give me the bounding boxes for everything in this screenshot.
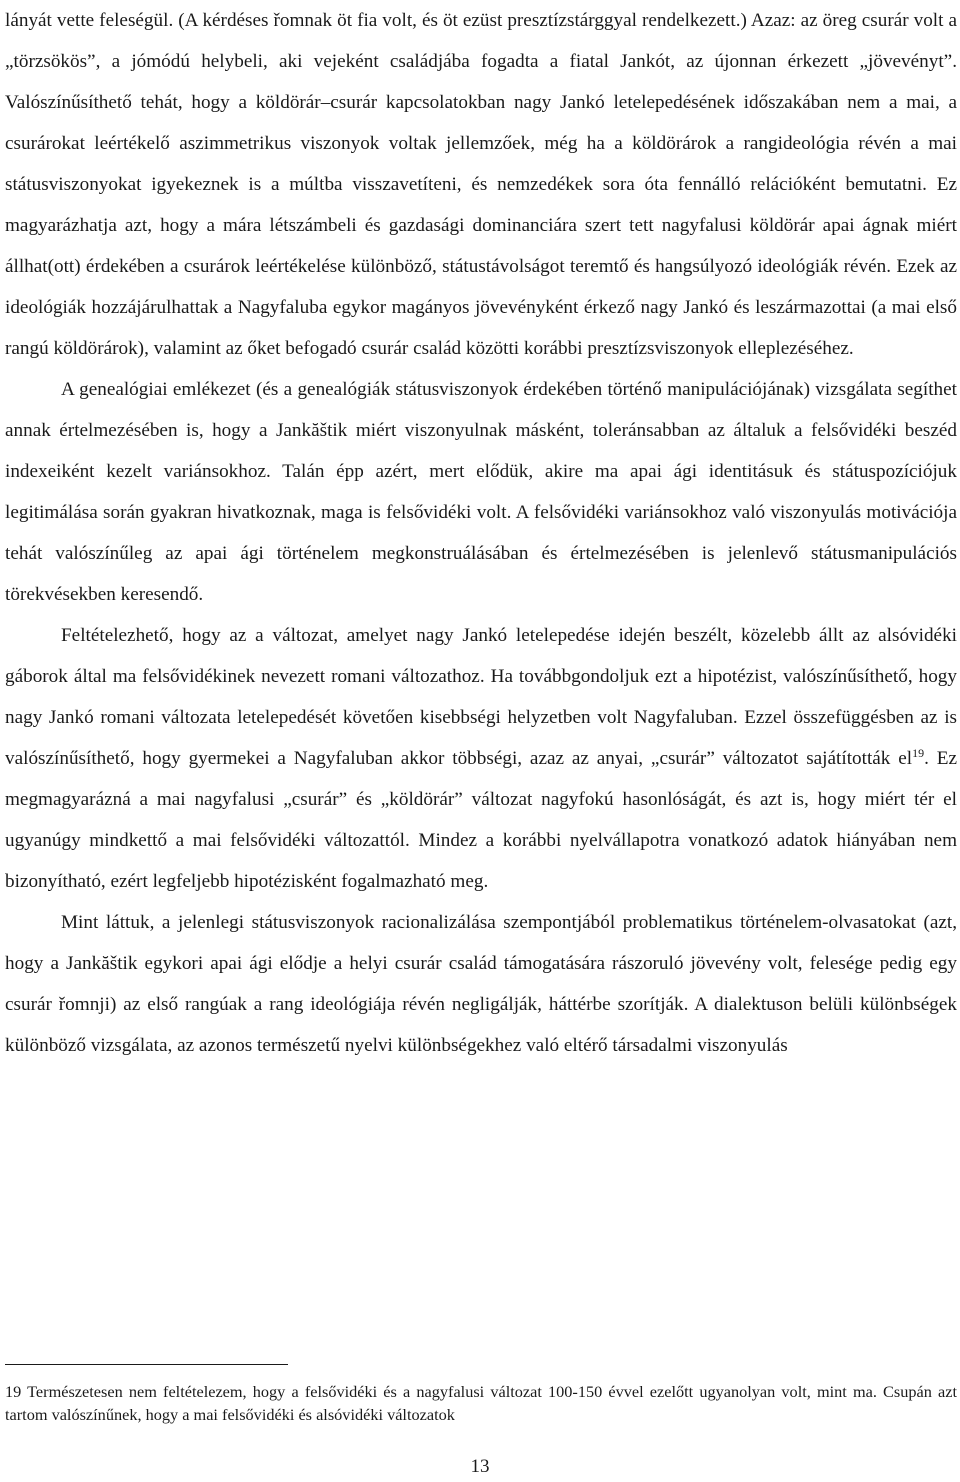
footnote-number: 19 — [5, 1382, 22, 1401]
paragraph-3 — [5, 615, 957, 902]
paragraph-2: A genealógiai emlékezet (és a genealógiák státusviszonyok érdekében történő manipulációjának) vizsgálata segíthet annak értelmezésében is, hogy a Jankăštik miért viszonyulnak másként, toleránsabban az általuk a felsővidéki beszéd indexeiként kezelt variánsokhoz. Talán épp azért, mert elődük, akire ma apai ági identitásuk és státuspozíciójuk legitimálása során gyakran hivatkoznak, maga is felsővidéki volt. A felsővidéki variánsokhoz való viszonyulás motivációja tehát valószínűleg az apai ági történelem megkonstruálásában és értelmezésében is jelenlevő státusmanipulációs törekvésekben keresendő. — [5, 379, 957, 605]
page-number: 13 — [470, 1456, 490, 1477]
paragraph-4: Mint láttuk, a jelenlegi státusviszonyok racionalizálása szempontjából problematikus történelem-olvasatokat (azt, hogy a Jankăštik egykori apai ági elődje a helyi csurár család támogatására rászoruló jövevény volt, felesége pedig egy csurár řomnji) az első rangúak a rang ideológiája révén negligálják, háttérbe szorítják. A dialektuson belüli különbségek különböző vizsgálata, az azonos természetű nyelvi különbségekhez való eltérő társadalmi viszonyulás — [5, 912, 957, 1056]
footnote-text: Természetesen nem feltételezem, hogy a felsővidéki és a nagyfalusi változat 100-150 évvel ezelőtt ugyanolyan volt, mint ma. Csupán azt tartom valószínűnek, hogy a mai felsővidéki és alsóvidéki változatok — [5, 1382, 957, 1424]
footnote — [5, 1380, 957, 1426]
paragraph-3-text-before-note: Feltételezhető, hogy az a változat, amelyet nagy Jankó letelepedése idején beszélt, közelebb állt az alsóvidéki gáborok által ma felsővidékinek nevezett romani változathoz. Ha továbbgondoljuk ezt a hipotézist, valószínűsíthető, hogy nagy Jankó romani változata letelepedését követően kisebbségi helyzetben volt Nagyfaluban. Ezzel összefüggésben az is valószínűsíthető, hogy gyermekei a Nagyfaluban akkor többségi, azaz az anyai, „csurár” változatot sajátították el — [5, 625, 957, 769]
footnote-separator — [5, 1364, 288, 1365]
paragraph-3-text-after-note: . Ez megmagyarázná a mai nagyfalusi „csurár” és „köldörár” változat nagyfokú hasonlóságát, és azt is, hogy miért tér el ugyanúgy mindkettő a mai felsővidéki változattól. Mindez a korábbi nyelvállapotra vonatkozó adatok hiányában nem bizonyítható, ezért legfeljebb hipotézisként fogalmazható meg. — [5, 748, 957, 892]
document-body — [5, 0, 957, 1066]
paragraph-1: lányát vette feleségül. (A kérdéses řomnak öt fia volt, és öt ezüst presztízstárggyal rendelkezett.) Azaz: az öreg csurár volt a „törzsökös”, a jómódú helybeli, aki vejeként családjába fogadta a fiatal Jankót, az újonnan érkezett „jövevényt”. Valószínűsíthető tehát, hogy a köldörár–csurár kapcsolatokban nagy Jankó letelepedésének időszakában nem a mai, a csurárokat leértékelő aszimmetrikus viszonyok voltak jellemzőek, még ha a köldörárok a rangideológia révén a mai státusviszonyokat igyekeznek is a múltba visszavetíteni, és nemzedékek sora óta fennálló relációként bemutatni. Ez magyarázhatja azt, hogy a mára létszámbeli és gazdasági dominanciára szert tett nagyfalusi köldörár apai ágnak miért állhat(ott) érdekében a csurárok leértékelése különböző, státustávolságot teremtő és hangsúlyozó ideológiák révén. Ezek az ideológiák hozzájárulhattak a Nagyfaluba egykor magányos jövevényként érkező nagy Jankó és leszármazottai (a mai első rangú köldörárok), valamint az őket befogadó csurár család közötti korábbi presztízsviszonyok elleplezéséhez. — [5, 10, 957, 359]
footnote-reference[interactable]: 19 — [912, 746, 925, 760]
